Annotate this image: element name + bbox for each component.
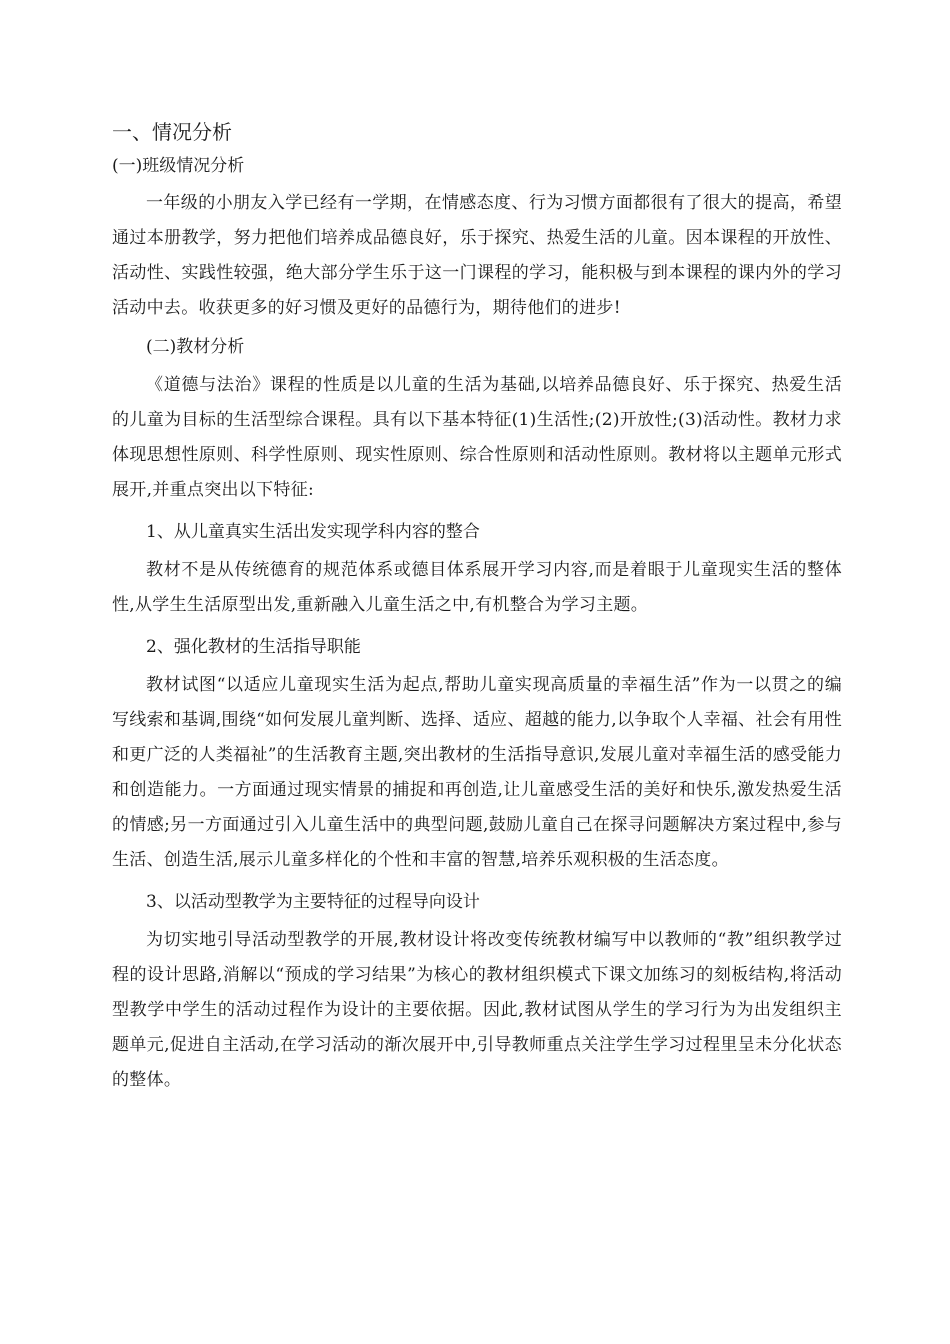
feature-2-title: 2、强化教材的生活指导职能 <box>146 637 361 657</box>
feature-3-paragraph: 为切实地引导活动型教学的开展,教材设计将改变传统教材编写中以教师的“教”组织教学过程的设计思路,消解以“预成的学习结果”为核心的教材组织模式下课文加练习的刻板结构,将活动型教学中学生的活动过程作为设计的主要依据。因此,教材试图从学生的学习行为为出发组织主题单元,促进自主活动,在学习活动的渐次展开中,引导教师重点关注学生学习过程里呈未分化状态的整体。 <box>112 930 842 1090</box>
class-analysis-heading: (一)班级情况分析 <box>112 156 245 176</box>
material-analysis-heading: (二)教材分析 <box>146 337 245 357</box>
feature-3-title: 3、以活动型教学为主要特征的过程导向设计 <box>146 892 480 912</box>
feature-1-paragraph: 教材不是从传统德育的规范体系或德目体系展开学习内容,而是着眼于儿童现实生活的整体性,从学生生活原型出发,重新融入儿童生活之中,有机整合为学习主题。 <box>112 560 842 615</box>
feature-1-title: 1、从儿童真实生活出发实现学科内容的整合 <box>146 522 480 542</box>
class-analysis-paragraph: 一年级的小朋友入学已经有一学期，在情感态度、行为习惯方面都很有了很大的提高，希望通过本册教学，努力把他们培养成品德良好，乐于探究、热爱生活的儿童。因本课程的开放性、活动性、实践性较强，绝大部分学生乐于这一门课程的学习，能积极与到本课程的课内外的学习活动中去。收获更多的好习惯及更好的品德行为，期待他们的进步! <box>112 193 842 318</box>
material-analysis-paragraph: 《道德与法治》课程的性质是以儿童的生活为基础,以培养品德良好、乐于探究、热爱生活的儿童为目标的生活型综合课程。具有以下基本特征(1)生活性;(2)开放性;(3)活动性。教材力求体现思想性原则、科学性原则、现实性原则、综合性原则和活动性原则。教材将以主题单元形式展开,并重点突出以下特征: <box>112 375 842 500</box>
section-title: 一、情况分析 <box>112 120 232 144</box>
document-page <box>112 118 842 1098</box>
feature-2-paragraph: 教材试图“以适应儿童现实生活为起点,帮助儿童实现高质量的幸福生活”作为一以贯之的编写线索和基调,围绕“如何发展儿童判断、选择、适应、超越的能力,以争取个人幸福、社会有用性和更广泛的人类福祉”的生活教育主题,突出教材的生活指导意识,发展儿童对幸福生活的感受能力和创造能力。一方面通过现实情景的捕捉和再创造,让儿童感受生活的美好和快乐,激发热爱生活的情感;另一方面通过引入儿童生活中的典型问题,鼓励儿童自己在探寻问题解决方案过程中,参与生活、创造生活,展示儿童多样化的个性和丰富的智慧,培养乐观积极的生活态度。 <box>112 675 842 870</box>
